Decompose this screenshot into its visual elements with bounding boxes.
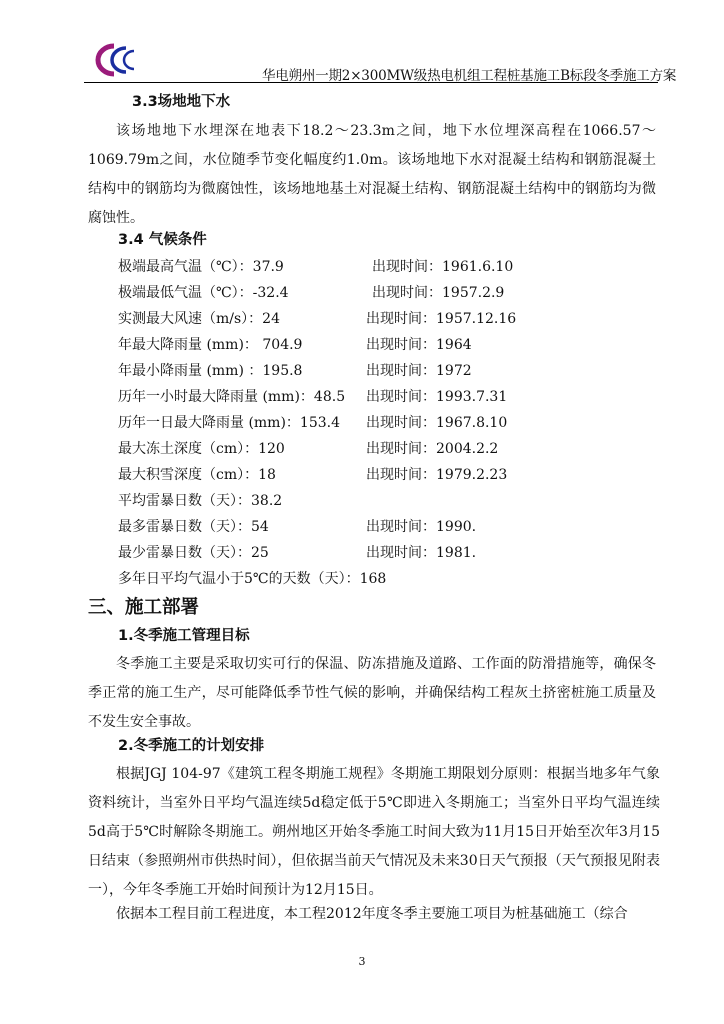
section-3-4-heading: 3.4 气候条件	[118, 232, 207, 248]
subsection-2-heading: 2.冬季施工的计划安排	[118, 738, 265, 754]
climate-row-label: 年最小降雨量 (mm) ：195.8	[118, 363, 303, 379]
climate-row-label: 极端最高气温（℃）：37.9	[118, 259, 284, 275]
climate-row-time: 出现时间：2004.2.2	[366, 441, 499, 457]
header-divider	[84, 82, 658, 83]
page-number: 3	[358, 955, 366, 968]
chapter-3-heading: 三、施工部署	[88, 597, 200, 618]
subsection-2-paragraph-1: 根据JGJ 104-97《建筑工程冬期施工规程》冬期施工期限划分原则：根据当地多年气象资料统计，当室外日平均气温连续5d稳定低于5℃即进入冬期施工；当室外日平均气温连续5d高于5℃时解除冬期施工。朔州地区开始冬季施工时间大致为11月15日开始至次年3月15日结束（参照朔州市供热时间），但依据当前天气情况及未来30日天气预报（天气预报见附表一），今年冬季施工开始时间预计为12月15日。	[88, 766, 660, 898]
climate-row-time: 出现时间：1957.2.9	[372, 285, 505, 301]
section-3-3-paragraph: 该场地地下水埋深在地表下18.2～23.3m之间，地下水位埋深高程在1066.57～1069.79m之间，水位随季节变化幅度约1.0m。该场地地下水对混凝土结构和钢筋混凝土结构中的钢筋均为微腐蚀性，该场地地基土对混凝土结构、钢筋混凝土结构中的钢筋均为微腐蚀性。	[88, 123, 656, 226]
subsection-1-paragraph: 冬季施工主要是采取切实可行的保温、防冻措施及道路、工作面的防滑措施等，确保冬季正常的施工生产，尽可能降低季节性气候的影响，并确保结构工程灰土挤密桩施工质量及不发生安全事故。	[88, 656, 656, 730]
climate-row-time: 出现时间：1990.	[366, 519, 477, 535]
climate-row-label: 极端最低气温（℃）：-32.4	[118, 285, 289, 301]
climate-row-time: 出现时间：1972	[366, 363, 472, 379]
climate-row-label: 最少雷暴日数（天）：25	[118, 545, 269, 561]
climate-row-time: 出现时间：1967.8.10	[366, 415, 508, 431]
climate-row-label: 最大冻土深度（cm）：120	[118, 441, 285, 457]
climate-row-label: 最多雷暴日数（天）：54	[118, 519, 269, 535]
subsection-2-paragraph-2: 依据本工程目前工程进度，本工程2012年度冬季主要施工项目为桩基础施工（综合	[116, 906, 628, 922]
climate-row-label: 历年一小时最大降雨量 (mm)：48.5	[118, 389, 346, 405]
section-3-3-heading: 3.3场地地下水	[132, 94, 231, 110]
climate-row-time: 出现时间：1979.2.23	[366, 467, 508, 483]
climate-row-label: 历年一日最大降雨量 (mm)：153.4	[118, 415, 341, 431]
climate-row-time: 出现时间：1961.6.10	[372, 259, 514, 275]
climate-row-time: 出现时间：1981.	[366, 545, 477, 561]
document-header-title: 华电朔州一期2×300MW级热电机组工程桩基施工B标段冬季施工方案	[262, 68, 677, 84]
climate-row-label: 平均雷暴日数（天）：38.2	[118, 493, 283, 509]
climate-row-time: 出现时间：1957.12.16	[366, 311, 517, 327]
climate-row-label: 年最大降雨量 (mm)： 704.9	[118, 337, 303, 353]
climate-row-label: 多年日平均气温小于5℃的天数（天）：168	[118, 571, 387, 587]
climate-row-time: 出现时间：1993.7.31	[366, 389, 508, 405]
climate-row-label: 最大积雪深度（cm）：18	[118, 467, 276, 483]
climate-row-time: 出现时间：1964	[366, 337, 472, 353]
climate-row-label: 实测最大风速（m/s）：24	[118, 311, 280, 327]
company-logo-icon	[84, 40, 140, 80]
subsection-1-heading: 1.冬季施工管理目标	[118, 628, 250, 644]
